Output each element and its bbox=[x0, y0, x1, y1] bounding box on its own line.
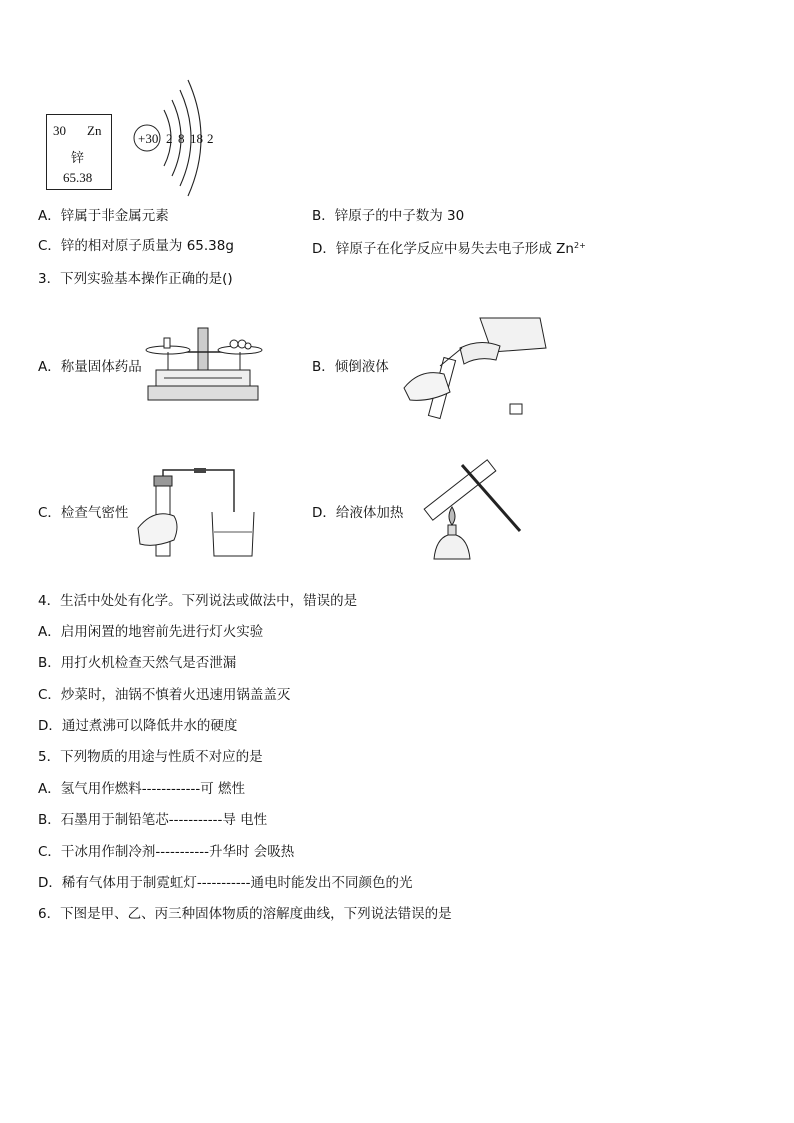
q2-option-d bbox=[312, 237, 586, 258]
q5-option-d: D．稀有气体用于制霓虹灯-----------通电时能发出不同颜色的光 bbox=[38, 875, 413, 891]
q3-option-a: A．称量固体药品 bbox=[38, 359, 142, 375]
balance-scale-illustration bbox=[136, 322, 266, 402]
atomic-mass: 65.38 bbox=[63, 170, 93, 185]
q4-option-a: A．启用闲置的地窖前先进行灯火实验 bbox=[38, 624, 264, 640]
q2-option-c: C．锌的相对原子质量为 65.38g bbox=[38, 238, 234, 254]
pouring-liquid-illustration bbox=[400, 308, 550, 428]
q5-option-b: B．石墨用于制铅笔芯-----------导 电性 bbox=[38, 812, 268, 828]
shell-4-count: 2 bbox=[207, 131, 214, 146]
element-symbol: Zn bbox=[87, 123, 102, 138]
shell-1-count: 2 bbox=[166, 131, 173, 146]
q5-option-c: C．干冰用作制冷剂-----------升华时 会吸热 bbox=[38, 844, 295, 860]
airtightness-check-illustration bbox=[134, 468, 264, 558]
shell-2-count: 8 bbox=[178, 131, 185, 146]
q3-option-b: B．倾倒液体 bbox=[312, 359, 389, 375]
q4-option-c: C．炒菜时，油锅不慎着火迅速用锅盖盖灭 bbox=[38, 687, 291, 703]
zinc-atom-structure-diagram bbox=[128, 80, 228, 200]
heating-liquid-illustration bbox=[410, 455, 530, 575]
element-card-zinc bbox=[46, 114, 112, 190]
zn-ion-charge: 2+ bbox=[574, 241, 586, 250]
q6-stem: 6．下图是甲、乙、丙三种固体物质的溶解度曲线，下列说法错误的是 bbox=[38, 906, 452, 922]
q4-option-d: D．通过煮沸可以降低井水的硬度 bbox=[38, 718, 238, 734]
q2-option-a: A．锌属于非金属元素 bbox=[38, 208, 169, 224]
q3-option-d: D．给液体加热 bbox=[312, 505, 404, 521]
q3-option-c: C．检查气密性 bbox=[38, 505, 129, 521]
q4-option-b: B．用打火机检查天然气是否泄漏 bbox=[38, 655, 237, 671]
element-name: 锌 bbox=[71, 151, 85, 166]
q5-stem: 5．下列物质的用途与性质不对应的是 bbox=[38, 749, 263, 765]
q2-option-d-text: D．锌原子在化学反应中易失去电子形成 Zn bbox=[312, 241, 574, 257]
q5-option-a: A．氢气用作燃料------------可 燃性 bbox=[38, 781, 245, 797]
nucleus-charge: +30 bbox=[138, 131, 159, 146]
atomic-number: 30 bbox=[53, 123, 66, 138]
q4-stem: 4．生活中处处有化学。下列说法或做法中，错误的是 bbox=[38, 593, 358, 609]
q3-stem: 3．下列实验基本操作正确的是() bbox=[38, 271, 233, 287]
shell-3-count: 18 bbox=[190, 131, 203, 146]
q2-option-b: B．锌原子的中子数为 30 bbox=[312, 208, 465, 224]
